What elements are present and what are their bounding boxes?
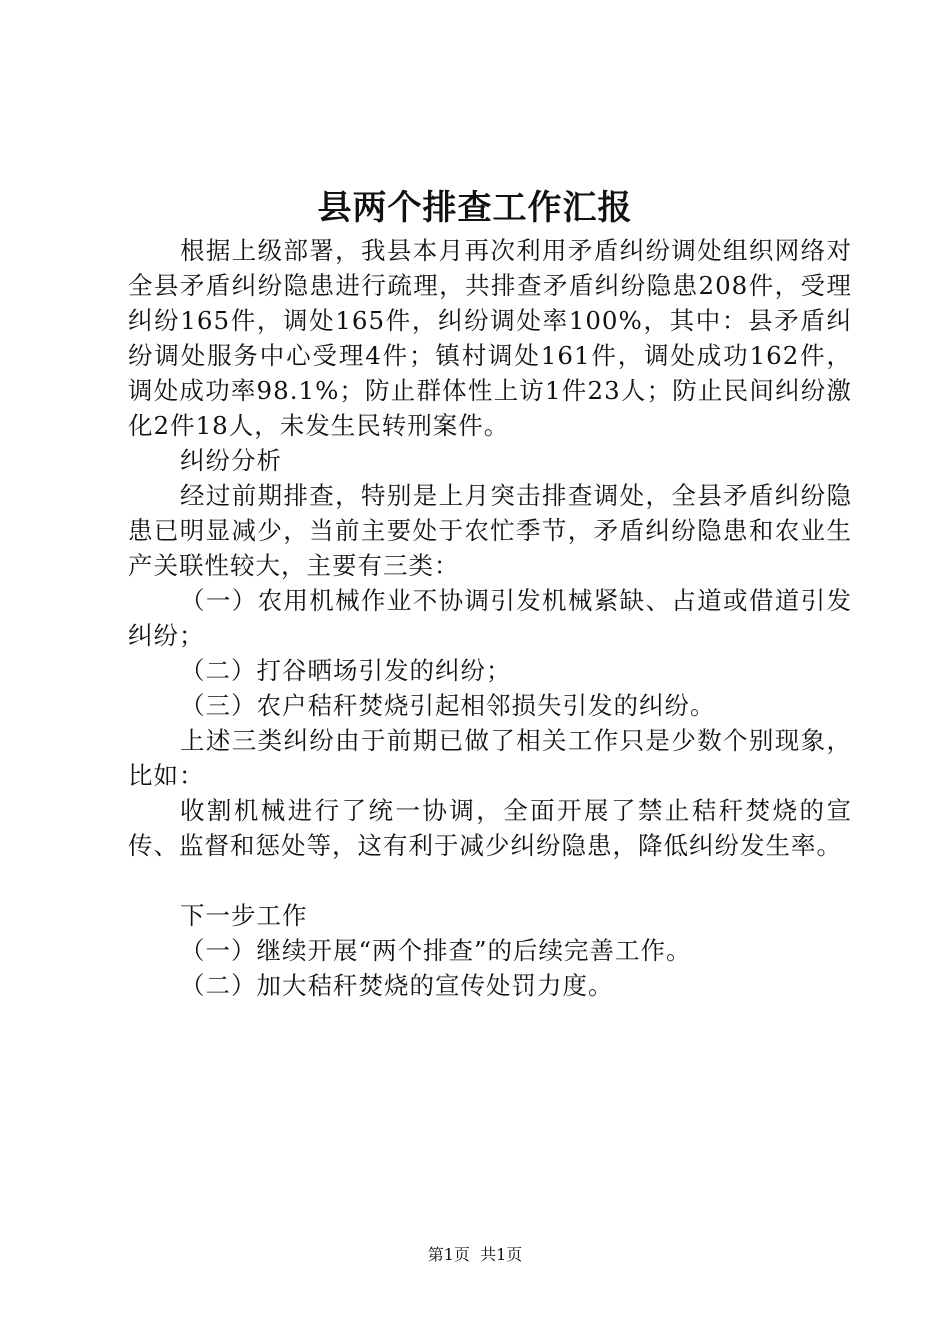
list-item: （二）加大秸秆焚烧的宣传处罚力度。 (180, 971, 614, 1000)
list-item: （三）农户秸秆焚烧引起相邻损失引发的纠纷。 (180, 691, 716, 720)
blank-line (128, 863, 852, 898)
list-item: （一）继续开展“两个排查”的后续完善工作。 (180, 936, 692, 965)
section-heading-next-steps: 下一步工作 (180, 901, 308, 930)
list-item: （一）农用机械作业不协调引发机械紧缺、占道或借道引发纠纷； (128, 586, 852, 650)
list-item: （二）打谷晒场引发的纠纷； (180, 656, 512, 685)
section-heading-analysis: 纠纷分析 (180, 446, 282, 475)
document-body (128, 233, 852, 1003)
paragraph-measures: 收割机械进行了统一协调，全面开展了禁止秸秆焚烧的宣传、监督和惩处等，这有利于减少纠纷隐患，降低纠纷发生率。 (128, 796, 852, 860)
paragraph-analysis: 经过前期排查，特别是上月突击排查调处，全县矛盾纠纷隐患已明显减少，当前主要处于农忙季节，矛盾纠纷隐患和农业生产关联性较大，主要有三类： (128, 481, 852, 580)
paragraph-observation: 上述三类纠纷由于前期已做了相关工作只是少数个别现象，比如： (128, 726, 852, 790)
page-title: 县两个排查工作汇报 (317, 188, 633, 228)
page-footer (0, 1244, 950, 1266)
page-number: 第1页 共1页 (427, 1245, 523, 1264)
paragraph-summary: 根据上级部署，我县本月再次利用矛盾纠纷调处组织网络对全县矛盾纠纷隐患进行疏理，共排查矛盾纠纷隐患208件，受理纠纷165件，调处165件，纠纷调处率100%，其中：县矛盾纠纷调处服务中心受理4件；镇村调处161件，调处成功162件，调处成功率98.1%；防止群体性上访1件23人；防止民间纠纷激化2件18人，未发生民转刑案件。 (128, 236, 852, 440)
